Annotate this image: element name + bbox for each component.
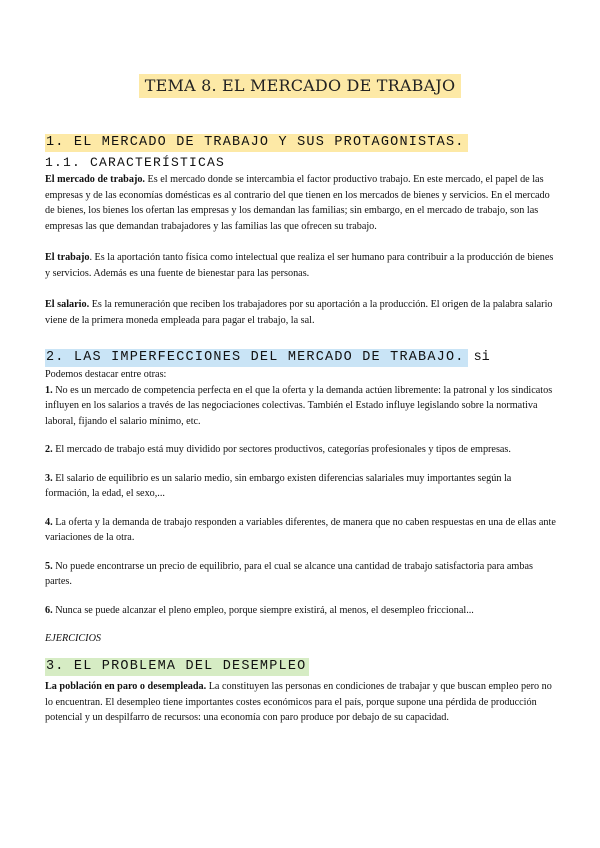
list-item-2-text: El mercado de trabajo está muy dividido por sectores productivos, categorías profesionales y tipos de empresas. [52,444,511,455]
term-salario: El salario. [45,299,90,310]
list-item-4-num: 4. [45,516,53,528]
section-3 [45,656,557,726]
paragraph-salario [45,297,557,328]
term-trabajo: El trabajo [45,252,90,263]
term-poblacion: La población en paro o desempleada. [45,681,207,692]
title-wrap [0,74,600,98]
paragraph-poblacion [45,679,557,726]
list-item-5-text: No puede encontrarse un precio de equilibrio, para el cual se alcance una cantidad de trabajo satisfactoria para ambas partes. [45,560,533,587]
text-mercado: Es el mercado donde se intercambia el factor productivo trabajo. En este mercado, el papel de las empresas y de las economías domésticas es al contrario del que tienen en los mercados de bienes y servicios. En el mercado de bienes, los bienes los ofertan las empresas y los demandan las familias; sin embargo, en el mercado de trabajo, son las empresas las que demandan trabajadores y las familias las que ofrecen su trabajo. [45,174,550,232]
section-2-intro: Podemos destacar entre otras: [45,369,167,380]
section-2 [45,347,557,647]
paragraph-trabajo [45,250,557,281]
section-1 [45,132,557,328]
list-item-6-text: Nunca se puede alcanzar el pleno empleo, porque siempre existirá, al menos, el desempleo friccional... [52,604,474,616]
section-1-heading: 1. EL MERCADO DE TRABAJO Y SUS PROTAGONISTAS. [45,134,468,152]
list-item-1-text: No es un mercado de competencia perfecta en el que la oferta y la demanda actúen libremente: la patronal y los sindicatos influyen en los salarios a través de las negociaciones colectivas. También el Estado influye legislando sobre la normativa laboral, fijando el salario mínimo, etc. [45,384,553,427]
section-1-subheading: 1.1. CARACTERÍSTICAS [45,155,226,170]
list-item-3-num: 3. [45,472,53,484]
list-item-6 [45,603,557,619]
list-item-3 [45,471,557,502]
list-item-1-num: 1. [45,384,53,396]
paragraph-mercado [45,172,557,234]
text-poblacion: La constituyen las personas en condiciones de trabajar y que buscan empleo pero no lo encuentran. El desempleo tiene importantes costes económicos para el país, porque supone una pérdida de producción potencial y un despilfarro de recursos: una economía con paro produce por debajo de su capacidad. [45,681,552,723]
list-item-4 [45,515,557,546]
section-2-heading-row [45,347,557,367]
list-item-4-text: La oferta y la demanda de trabajo responden a variables diferentes, de manera que no caben respuestas en una de ellas ante variaciones de la otra. [45,516,556,543]
list-item-5-num: 5. [45,560,53,572]
term-mercado: El mercado de trabajo. [45,174,145,185]
list-item-1 [45,383,557,430]
section-2-heading: 2. LAS IMPERFECCIONES DEL MERCADO DE TRABAJO. [45,349,468,367]
list-item-2 [45,442,557,458]
section-2-note: si [473,350,490,365]
section-3-heading: 3. EL PROBLEMA DEL DESEMPLEO [45,658,309,676]
list-item-6-num: 6. [45,604,53,616]
list-item-2-num: 2. [45,444,53,455]
text-salario: Es la remuneración que reciben los trabajadores por su aportación a la producción. El origen de la palabra salario viene de la primera moneda empleada para pagar el trabajo, la sal. [45,299,553,326]
list-item-3-text: El salario de equilibrio es un salario medio, sin embargo existen diferencias salariales muy importantes según la formación, la edad, el sexo,... [45,472,512,499]
list-item-5 [45,559,557,590]
page-title: TEMA 8. EL MERCADO DE TRABAJO [139,74,462,98]
ejercicios-label: EJERCICIOS [45,633,102,644]
text-trabajo: . Es la aportación tanto física como intelectual que realiza el ser humano para contribuir a la producción de bienes y servicios. Además es una fuente de bienestar para las personas. [45,252,554,279]
